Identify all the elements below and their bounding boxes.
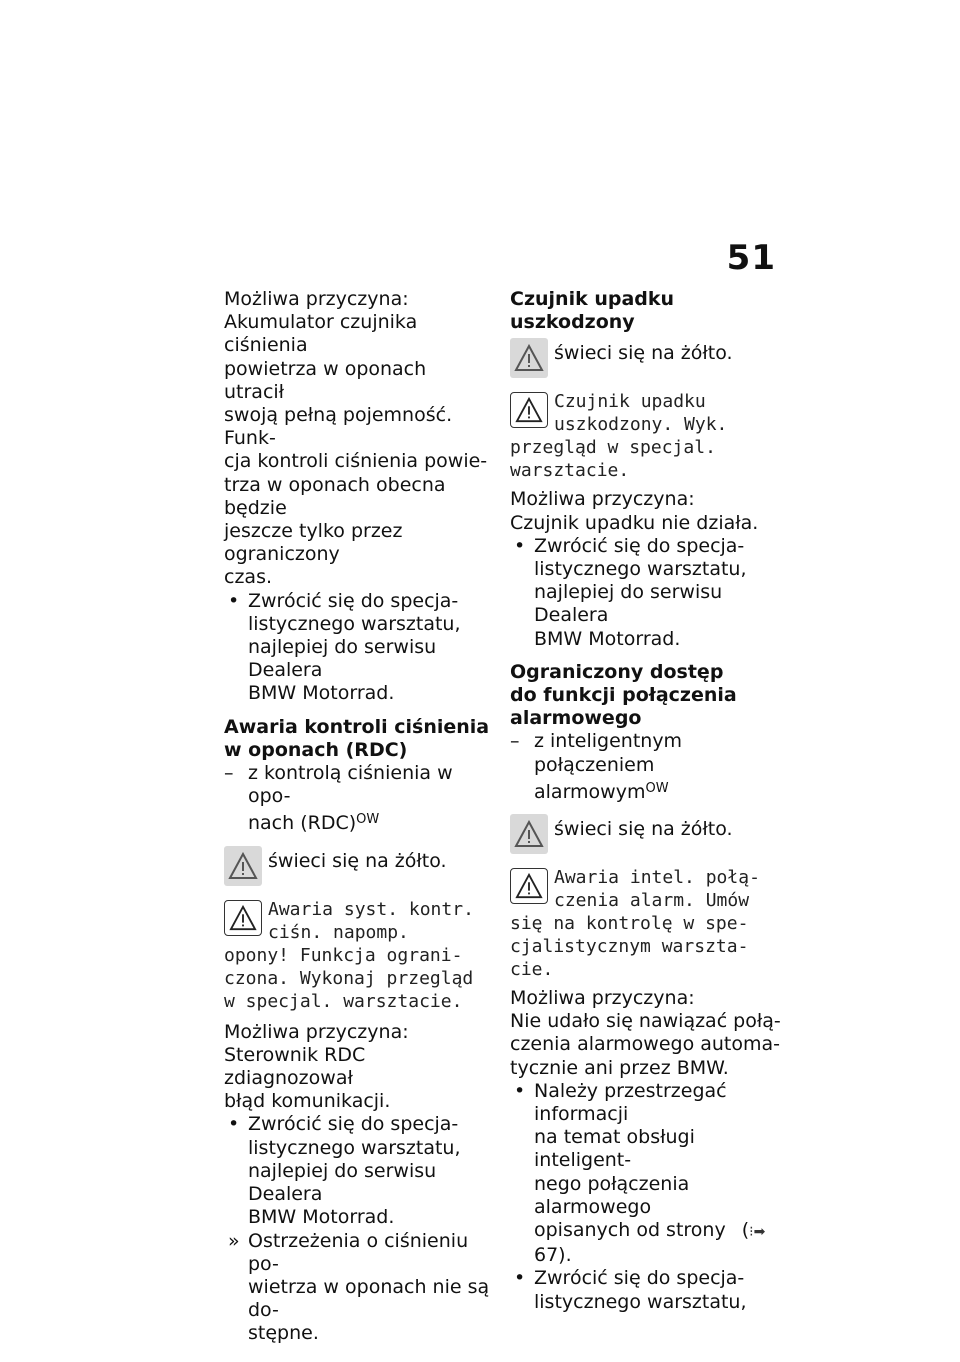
display-message: Czujnik upadku uszkodzony. Wyk. przegląd w specjal. warsztacie. xyxy=(510,391,728,482)
bullet-item: • Zwrócić się do specja- listycznego warsztatu, najlepiej do serwisu Dealera BMW Motorrad. xyxy=(228,1113,461,1229)
bullet-item: • Należy przestrzegać informacji na temat obsługi inteligent- nego połączenia alarmowego opisanych od strony (⁝➡ 67). xyxy=(514,1079,766,1267)
section-heading: Ograniczony dostęp do funkcji połączenia alarmowego xyxy=(510,660,737,730)
warning-triangle-icon xyxy=(224,900,262,936)
display-message: Awaria syst. kontr. ciśn. napomp. opony! Funkcja ograni- czona. Wykonaj przegląd w specjal. warsztacie. xyxy=(224,898,474,1012)
section-heading: Awaria kontroli ciśnienia w oponach (RDC) xyxy=(224,715,490,761)
section-heading: Czujnik upadku uszkodzony xyxy=(510,288,675,334)
result-item: » Ostrzeżenia o ciśnieniu po- wietrza w oponach nie są do- stępne. xyxy=(228,1229,490,1345)
display-message: Awaria intel. połą- czenia alarm. Umów się na kontrolę w spe- cjalistycznym warszta- cie. xyxy=(510,867,760,981)
option-line: – z kontrolą ciśnienia w opo- nach (RDC)$^{OW}$ xyxy=(224,762,453,835)
cause-text: Czujnik upadku nie działa. xyxy=(510,511,759,534)
warning-triangle-icon xyxy=(510,868,548,904)
page-reference[interactable]: 67). xyxy=(534,1244,572,1267)
bullet-item: • Zwrócić się do specja- listycznego warsztatu, najlepiej do serwisu Dealera BMW Motorrad. xyxy=(228,589,461,705)
cause-label: Możliwa przyczyna: xyxy=(510,987,695,1010)
warning-triangle-icon xyxy=(510,814,548,854)
indicator-row xyxy=(224,846,492,886)
indicator-row xyxy=(510,814,782,854)
cause-label: Możliwa przyczyna: xyxy=(224,1020,409,1043)
warning-triangle-icon xyxy=(224,846,262,886)
cause-text: Akumulator czujnika ciśnienia powietrza w oponach utracił swoją pełną pojemność. Funk- cja kontroli ciśnienia powie- trza w oponach obecna będzie jeszcze tylko przez ograniczony czas. xyxy=(224,311,488,589)
left-column xyxy=(224,288,492,1346)
indicator-text: świeci się na żółto. xyxy=(268,849,447,872)
warning-triangle-icon xyxy=(510,338,548,378)
cause-text: Sterownik RDC zdiagnozował błąd komunikacji. xyxy=(224,1043,391,1113)
page-number: 51 xyxy=(726,238,776,278)
bullet-item: • Zwrócić się do specja- listycznego warsztatu, xyxy=(514,1267,747,1313)
cause-label: Możliwa przyczyna: xyxy=(224,288,409,310)
cause-text: Nie udało się nawiązać połą- czenia alarmowego automa- tycznie ani przez BMW. xyxy=(510,1010,781,1079)
page-reference-arrow-icon: ⁝➡ xyxy=(749,1224,766,1241)
right-column xyxy=(510,288,782,1314)
cause-label: Możliwa przyczyna: xyxy=(510,488,695,511)
indicator-row xyxy=(510,338,782,378)
bullet-item: • Zwrócić się do specja- listycznego warsztatu, najlepiej do serwisu Dealera BMW Motorrad. xyxy=(514,534,747,650)
indicator-text: świeci się na żółto. xyxy=(554,342,733,365)
warning-triangle-icon xyxy=(510,392,548,428)
option-line: – z inteligentnym połączeniem alarmowym$^{OW}$ xyxy=(510,730,683,803)
indicator-text: świeci się na żółto. xyxy=(554,818,733,841)
